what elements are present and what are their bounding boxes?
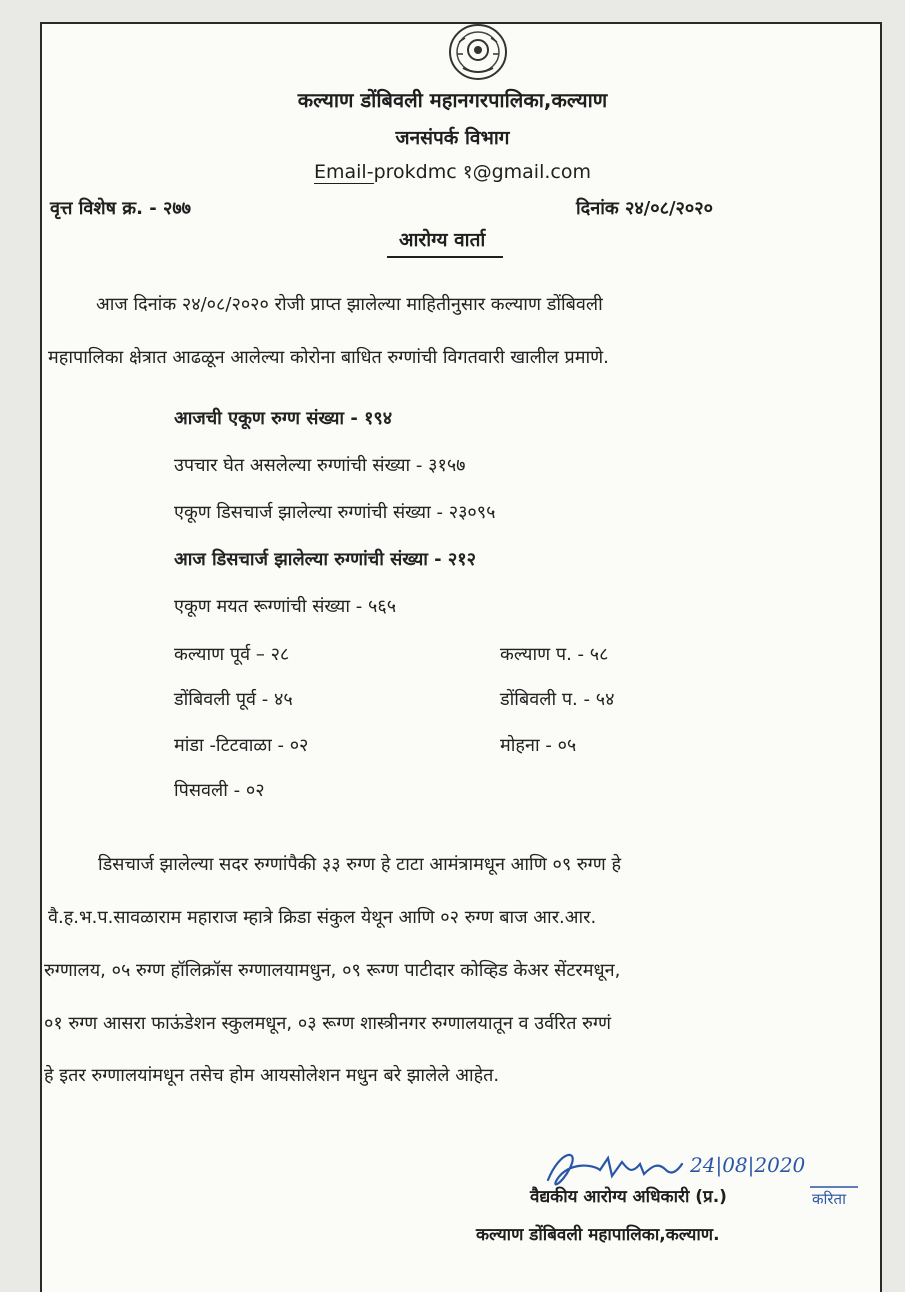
email-address: prokdmc १@gmail.com xyxy=(373,161,591,183)
document-date: दिनांक २४/०८/२०२० xyxy=(576,198,713,219)
stat-total-deaths: एकूण मयत रूग्णांची संख्या - ५६५ xyxy=(174,596,397,617)
intro-line-2: महापालिका क्षेत्रात आढळून आलेल्या कोरोना बाधित रुग्णांची विगतवारी खालील प्रमाणे. xyxy=(48,347,609,368)
intro-line-1: आज दिनांक २४/०८/२०२० रोजी प्राप्त झालेल्या माहितीनुसार कल्याण डोंबिवली xyxy=(96,294,603,315)
stat-today-total: आजची एकूण रुग्ण संख्या - १९४ xyxy=(174,408,393,429)
area-dombivli-east: डोंबिवली पूर्व - ४५ xyxy=(174,689,293,710)
reference-number: वृत्त विशेष क्र. - २७७ xyxy=(50,198,192,219)
area-pisavali: पिसवली - ०२ xyxy=(174,780,265,801)
stat-total-discharged: एकूण डिसचार्ज झालेल्या रुग्णांची संख्या - २३०९५ xyxy=(174,502,496,523)
signatory-designation: वैद्यकीय आरोग्य अधिकारी (प्र.) xyxy=(530,1187,727,1207)
discharge-line-1: डिसचार्ज झालेल्या सदर रुग्णांपैकी ३३ रुग्ण हे टाटा आमंत्रामधून आणि ०९ रुग्ण हे xyxy=(98,854,622,875)
kdmc-emblem-icon xyxy=(445,22,511,82)
signatory-office: कल्याण डोंबिवली महापालिका,कल्याण. xyxy=(476,1225,720,1245)
discharge-line-5: हे इतर रुग्णालयांमधून तसेच होम आयसोलेशन मधुन बरे झालेले आहेत. xyxy=(44,1065,500,1086)
stat-discharged-today: आज डिसचार्ज झालेल्या रुग्णांची संख्या - २१२ xyxy=(174,549,477,570)
area-kalyan-east: कल्याण पूर्व – २८ xyxy=(174,644,290,665)
discharge-line-4: ०१ रुग्ण आसरा फाऊंडेशन स्कुलमधून, ०३ रूग्ण शास्त्रीनगर रुग्णालयातून व उर्वरित रुग्णं xyxy=(44,1013,612,1034)
discharge-line-2: वै.ह.भ.प.सावळाराम महाराज म्हात्रे क्रिडा संकुल येथून आणि ०२ रुग्ण बाज आर.आर. xyxy=(48,907,597,928)
discharge-line-3: रुग्णालय, ०५ रुग्ण हॉलिक्रॉस रुग्णालयामधुन, ०९ रूग्ण पाटीदार कोव्हिड केअर सेंटरमधून, xyxy=(44,960,621,981)
area-kalyan-west: कल्याण प. - ५८ xyxy=(500,644,609,665)
svg-text:24|08|2020: 24|08|2020 xyxy=(690,1153,806,1177)
area-dombivli-west: डोंबिवली प. - ५४ xyxy=(500,689,615,710)
area-manda-titwala: मांडा -टिटवाळा - ०२ xyxy=(174,735,309,756)
organization-name: कल्याण डोंबिवली महानगरपालिका,कल्याण xyxy=(297,88,608,112)
email-line xyxy=(0,158,905,184)
document-title: आरोग्य वार्ता xyxy=(387,226,503,258)
stat-under-treatment: उपचार घेत असलेल्या रुग्णांची संख्या - ३१५७ xyxy=(174,455,466,476)
area-mohana: मोहना - ०५ xyxy=(500,735,577,756)
svg-text:करिता: करिता xyxy=(812,1190,846,1208)
department-name: जनसंपर्क विभाग xyxy=(395,127,510,149)
email-label: Email- xyxy=(314,161,374,183)
